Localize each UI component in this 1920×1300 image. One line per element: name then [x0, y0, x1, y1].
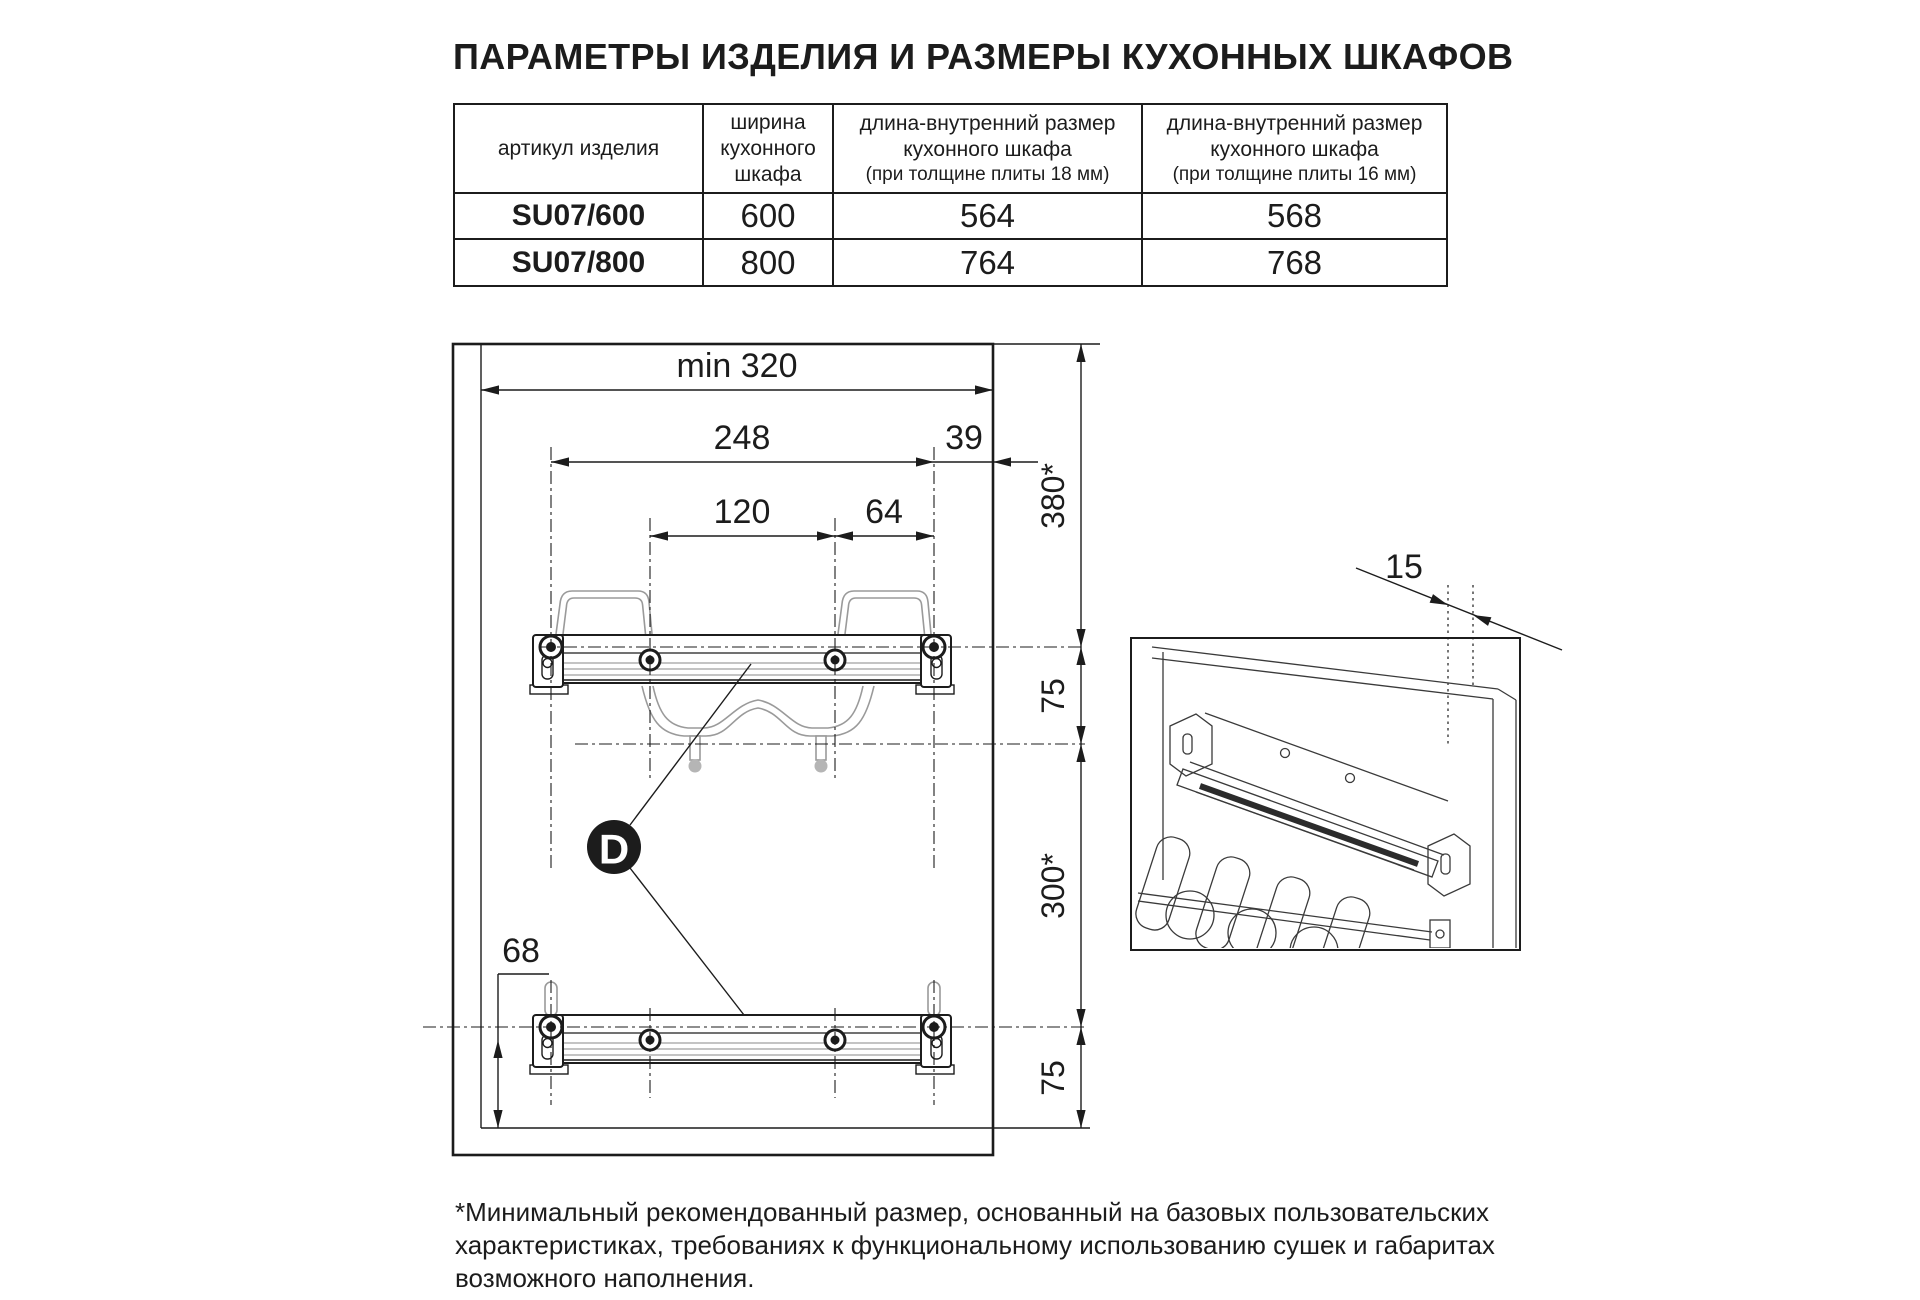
col-header-article: артикул изделия [454, 104, 703, 193]
dim-min-320-label: min 320 [676, 347, 798, 385]
footnote-line-1: *Минимальный рекомендованный размер, основанный на базовых пользовательских [455, 1197, 1490, 1227]
dim-380-label: 380* [1035, 463, 1071, 529]
col-header-cabinet-width: ширина кухонного шкафа [703, 104, 833, 193]
table-row [454, 239, 1447, 286]
bottom-rail [530, 1015, 954, 1074]
axis-lines [423, 447, 1085, 1105]
product-spec-table [453, 103, 1448, 287]
dimension-39 [934, 419, 1038, 467]
col-header-inner-length-16-sub: (при толщине плиты 16 мм) [1172, 163, 1417, 185]
len18-cell: 564 [833, 193, 1142, 239]
dim-68-label: 68 [502, 932, 540, 970]
part-callout-d [587, 664, 751, 1015]
callout-d-letter: D [598, 825, 630, 873]
main-drawing-svg [400, 330, 1110, 1170]
footnote [455, 1196, 1495, 1295]
width-cell: 800 [703, 239, 833, 286]
detail-view-svg [1120, 540, 1620, 970]
article-cell: SU07/800 [454, 239, 703, 286]
len18-cell: 764 [833, 239, 1142, 286]
dim-120-label: 120 [713, 493, 771, 531]
dimension-15 [1356, 548, 1562, 745]
page-title: ПАРАМЕТРЫ ИЗДЕЛИЯ И РАЗМЕРЫ КУХОННЫХ ШКАФОВ [453, 36, 1514, 77]
dim-39-label: 39 [945, 419, 983, 457]
dimension-248 [551, 419, 934, 467]
table-row [454, 193, 1447, 239]
width-cell: 600 [703, 193, 833, 239]
dim-15-label: 15 [1385, 548, 1423, 586]
len16-cell: 768 [1142, 239, 1447, 286]
top-rail [530, 635, 954, 694]
dim-75-upper-label: 75 [1035, 678, 1071, 714]
dim-75-lower-label: 75 [1035, 1060, 1071, 1096]
rail-bracket-3d [1170, 713, 1470, 896]
col-header-inner-length-16-main: длина-внутренний размер кухонного шкафа [1166, 111, 1423, 161]
dim-64-label: 64 [865, 493, 903, 531]
col-header-inner-length-18-sub: (при толщине плиты 18 мм) [865, 163, 1110, 185]
detail-scene [1132, 647, 1516, 970]
col-header-inner-length-16 [1142, 104, 1447, 193]
col-header-inner-length-18-main: длина-внутренний размер кухонного шкафа [859, 111, 1116, 161]
wire-pins-bottom [545, 982, 940, 1016]
dimension-vertical-column [1035, 344, 1086, 1128]
footnote-line-3: возможного наполнения. [455, 1263, 755, 1293]
article-cell: SU07/600 [454, 193, 703, 239]
dim-248-label: 248 [713, 419, 771, 457]
back-panel [1152, 647, 1516, 948]
dimension-min-width [481, 347, 993, 395]
dimension-120-64 [650, 493, 934, 541]
len16-cell: 568 [1142, 193, 1447, 239]
footnote-line-2: характеристиках, требованиях к функциональному использованию сушек и габаритах [455, 1230, 1495, 1260]
dim-300-label: 300* [1035, 853, 1071, 919]
col-header-inner-length-18 [833, 104, 1142, 193]
